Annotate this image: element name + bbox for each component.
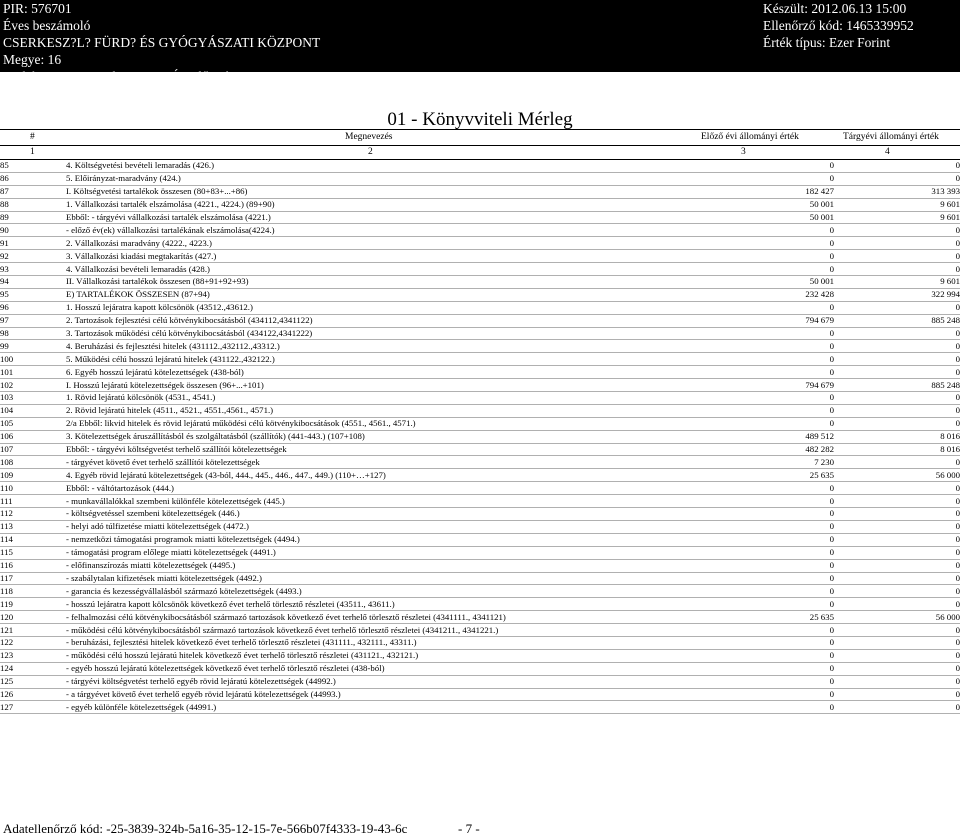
branch-sector-period: Szakág: 932900 Szektor: 1251 Év/Időszak: 2011.2 [3,69,277,84]
current-year-value: 56 000 [834,469,960,482]
current-year-value: 0 [834,301,960,314]
value-type: Érték típus: Ezer Forint [763,35,891,50]
row-number: 96 [0,301,66,314]
table-row [0,624,960,637]
organization-name: CSERKESZ?L? FÜRD? ÉS GYÓGYÁSZATI KÖZPONT [3,35,321,50]
row-description: - helyi adó túlfizetése miatti kötelezettségek (4472.) [66,520,708,533]
current-year-value: 0 [834,701,960,714]
current-year-value: 0 [834,546,960,559]
current-year-value: 0 [834,649,960,662]
row-number: 90 [0,224,66,237]
row-number: 92 [0,250,66,263]
row-number: 122 [0,636,66,649]
previous-year-value: 0 [708,327,834,340]
table-row [0,546,960,559]
pir-label: PIR: 576701 [3,1,72,16]
previous-year-value: 0 [708,353,834,366]
current-year-value: 0 [834,263,960,276]
table-row [0,598,960,611]
page-footer [0,822,960,836]
row-description: 2/a Ebből: likvid hitelek és rövid lejáratú működési célú kötvénykibocsátások (4551., 4561., 4571.) [66,417,708,430]
previous-year-value: 0 [708,366,834,379]
previous-year-value: 0 [708,662,834,675]
row-number: 114 [0,533,66,546]
table-row [0,520,960,533]
current-year-value: 0 [834,250,960,263]
previous-year-value: 0 [708,392,834,405]
previous-year-value: 794 679 [708,314,834,327]
previous-year-value: 0 [708,263,834,276]
row-description: - működési célú kötvénykibocsátásból származó tartozások következő évet terhelő törlesztő részletei (4341211., 4341221.) [66,624,708,637]
row-description: 3. Tartozások működési célú kötvénykibocsátásból (434122,4341222) [66,327,708,340]
current-year-value: 9 601 [834,211,960,224]
row-number: 97 [0,314,66,327]
row-number: 107 [0,443,66,456]
row-description: 5. Működési célú hosszú lejáratú hitelek (431122.,432122.) [66,353,708,366]
table-row [0,379,960,392]
row-description: - működési célú hosszú lejáratú hitelek következő évet terhelő törlesztő részletei (431121., 432121.) [66,649,708,662]
previous-year-value: 25 635 [708,469,834,482]
row-description: - hosszú lejáratra kapott kölcsönök következő évet terhelő törlesztő részletei (43511., 43611.) [66,598,708,611]
table-row [0,276,960,289]
row-description: I. Költségvetési tartalékok összesen (80+83+...+86) [66,185,708,198]
current-year-value: 0 [834,327,960,340]
previous-year-value: 0 [708,495,834,508]
current-year-value: 0 [834,585,960,598]
row-description: 2. Tartozások fejlesztési célú kötvénykibocsátásból (434112,4341122) [66,314,708,327]
report-header-left [3,0,320,85]
column-headers [0,130,960,145]
previous-year-value: 0 [708,572,834,585]
table-row [0,636,960,649]
row-number: 127 [0,701,66,714]
row-number: 110 [0,482,66,495]
previous-year-value: 0 [708,301,834,314]
row-description: 4. Költségvetési bevételi lemaradás (426.) [66,160,708,172]
column-index-name: 2 [368,147,373,157]
previous-year-value: 232 428 [708,288,834,301]
previous-year-value: 182 427 [708,185,834,198]
current-year-value: 885 248 [834,314,960,327]
row-number: 123 [0,649,66,662]
row-number: 109 [0,469,66,482]
previous-year-value: 489 512 [708,430,834,443]
row-number: 88 [0,198,66,211]
row-description: - egyéb hosszú lejáratú kötelezettségek következő évet terhelő törlesztő részletei (438-ból) [66,662,708,675]
table-row [0,211,960,224]
row-description: I. Hosszú lejáratú kötelezettségek összesen (96+...+101) [66,379,708,392]
row-number: 99 [0,340,66,353]
previous-year-value: 50 001 [708,276,834,289]
row-number: 108 [0,456,66,469]
row-description: 3. Vállalkozási kiadási megtakarítás (427.) [66,250,708,263]
current-year-value: 0 [834,598,960,611]
current-year-value: 0 [834,237,960,250]
table-row [0,572,960,585]
row-number: 89 [0,211,66,224]
row-number: 94 [0,276,66,289]
table-row [0,649,960,662]
table-row [0,263,960,276]
previous-year-value: 0 [708,585,834,598]
table-row [0,172,960,185]
row-number: 124 [0,662,66,675]
row-number: 87 [0,185,66,198]
row-description: - a tárgyévet követő évet terhelő egyéb rövid lejáratú kötelezettségek (44993.) [66,688,708,701]
previous-year-value: 0 [708,559,834,572]
row-description: 1. Hosszú lejáratra kapott kölcsönök (43512.,43612.) [66,301,708,314]
current-year-value: 0 [834,662,960,675]
current-year-value: 313 393 [834,185,960,198]
table-row [0,508,960,521]
row-number: 86 [0,172,66,185]
table-row [0,482,960,495]
table-row [0,250,960,263]
previous-year-value: 7 230 [708,456,834,469]
table-row [0,443,960,456]
table-row [0,675,960,688]
row-description: - felhalmozási célú kötvénykibocsátásból származó tartozások következő évet terhelő törlesztő részletei (4341111., 4341121) [66,611,708,624]
previous-year-value: 0 [708,404,834,417]
current-year-value: 0 [834,520,960,533]
previous-year-value: 0 [708,237,834,250]
column-header-curr: Tárgyévi állományi érték [843,132,939,142]
current-year-value: 0 [834,353,960,366]
previous-year-value: 0 [708,546,834,559]
row-number: 121 [0,624,66,637]
current-year-value: 0 [834,559,960,572]
current-year-value: 0 [834,366,960,379]
row-number: 91 [0,237,66,250]
row-description: - egyéb különféle kötelezettségek (44991.) [66,701,708,714]
previous-year-value: 794 679 [708,379,834,392]
current-year-value: 0 [834,495,960,508]
row-number: 102 [0,379,66,392]
table-row [0,469,960,482]
previous-year-value: 0 [708,636,834,649]
row-number: 125 [0,675,66,688]
previous-year-value: 0 [708,482,834,495]
current-year-value: 0 [834,224,960,237]
row-number: 100 [0,353,66,366]
table-row [0,224,960,237]
row-description: 4. Beruházási és fejlesztési hitelek (431112.,432112.,43312.) [66,340,708,353]
row-description: - munkavállalókkal szembeni különféle kötelezettségek (445.) [66,495,708,508]
previous-year-value: 0 [708,160,834,172]
table-row [0,237,960,250]
current-year-value: 0 [834,675,960,688]
row-description: 6. Egyéb hosszú lejáratú kötelezettségek (438-ból) [66,366,708,379]
table-row [0,611,960,624]
current-year-value: 8 016 [834,430,960,443]
current-year-value: 0 [834,533,960,546]
current-year-value: 8 016 [834,443,960,456]
row-number: 126 [0,688,66,701]
row-description: - költségvetéssel szembeni kötelezettségek (446.) [66,508,708,521]
previous-year-value: 0 [708,224,834,237]
table-row [0,340,960,353]
table-row [0,417,960,430]
previous-year-value: 50 001 [708,198,834,211]
table-row [0,198,960,211]
row-description: 1. Rövid lejáratú kölcsönök (4531., 4541.) [66,392,708,405]
current-year-value: 9 601 [834,198,960,211]
table-row [0,404,960,417]
row-description: - tárgyévet követő évet terhelő szállítói kötelezettségek [66,456,708,469]
table-row [0,495,960,508]
row-number: 118 [0,585,66,598]
county-label: Megye: 16 [3,52,62,67]
current-year-value: 0 [834,636,960,649]
previous-year-value: 0 [708,675,834,688]
row-description: 4. Vállalkozási bevételi lemaradás (428.) [66,263,708,276]
current-year-value: 0 [834,624,960,637]
previous-year-value: 0 [708,520,834,533]
previous-year-value: 0 [708,701,834,714]
table-row [0,327,960,340]
previous-year-value: 0 [708,624,834,637]
previous-year-value: 482 282 [708,443,834,456]
row-description: 5. Előirányzat-maradvány (424.) [66,172,708,185]
report-type: Éves beszámoló [3,18,91,33]
table-row [0,533,960,546]
row-description: 2. Vállalkozási maradvány (4222., 4223.) [66,237,708,250]
column-index-num: 1 [30,147,35,157]
page-title: 01 - Könyvviteli Mérleg [387,109,573,130]
row-description: - tárgyévi költségvetést terhelő egyéb rövid lejáratú kötelezettségek (44992.) [66,675,708,688]
report-header [0,0,960,84]
created-date: Készült: 2012.06.13 15:00 [763,1,907,16]
previous-year-value: 0 [708,508,834,521]
column-index-row [0,145,960,160]
row-number: 106 [0,430,66,443]
row-description: 4. Egyéb rövid lejáratú kötelezettségek (43-ból, 444., 445., 446., 447., 449.) (110+…+127) [66,469,708,482]
previous-year-value: 0 [708,533,834,546]
column-header-num: # [30,132,35,142]
data-check-code: Adatellenőrző kód: -25-3839-324b-5a16-35-12-15-7e-566b07f4333-19-43-6c [3,821,408,836]
balance-sheet-rows [0,160,960,714]
current-year-value: 0 [834,172,960,185]
column-header-name: Megnevezés [345,132,393,142]
current-year-value: 56 000 [834,611,960,624]
row-description: E) TARTALÉKOK ÖSSZESEN (87+94) [66,288,708,301]
check-code: Ellenőrző kód: 1465339952 [763,18,914,33]
previous-year-value: 0 [708,649,834,662]
page-number: - 7 - [458,821,480,836]
row-number: 117 [0,572,66,585]
row-number: 119 [0,598,66,611]
row-description: Ebből: - tárgyévi vállalkozási tartalék elszámolása (4221.) [66,211,708,224]
current-year-value: 0 [834,482,960,495]
table-row [0,430,960,443]
row-number: 101 [0,366,66,379]
current-year-value: 0 [834,688,960,701]
previous-year-value: 0 [708,172,834,185]
current-year-value: 322 994 [834,288,960,301]
report-header-right [763,0,914,51]
row-number: 120 [0,611,66,624]
row-description: 3. Kötelezettségek áruszállításból és szolgáltatásból (szállítók) (441-443.) (107+108) [66,430,708,443]
table-row [0,662,960,675]
current-year-value: 885 248 [834,379,960,392]
row-description: II. Vállalkozási tartalékok összesen (88+91+92+93) [66,276,708,289]
row-number: 104 [0,404,66,417]
previous-year-value: 0 [708,417,834,430]
row-description: - garancia és kezességvállalásból származó kötelezettségek (4493.) [66,585,708,598]
table-row [0,688,960,701]
current-year-value: 0 [834,160,960,172]
table-row [0,288,960,301]
previous-year-value: 0 [708,340,834,353]
row-description: - szabálytalan kifizetések miatti kötelezettségek (4492.) [66,572,708,585]
row-description: 2. Rövid lejáratú hitelek (4511., 4521., 4551.,4561., 4571.) [66,404,708,417]
previous-year-value: 0 [708,250,834,263]
row-description: - előfinanszírozás miatti kötelezettségek (4495.) [66,559,708,572]
current-year-value: 0 [834,392,960,405]
row-number: 93 [0,263,66,276]
table-row [0,185,960,198]
balance-sheet-table [0,160,960,714]
table-row [0,366,960,379]
previous-year-value: 0 [708,598,834,611]
current-year-value: 0 [834,456,960,469]
row-description: Ebből: - tárgyévi költségvetést terhelő szállítói kötelezettségek [66,443,708,456]
current-year-value: 0 [834,417,960,430]
previous-year-value: 50 001 [708,211,834,224]
row-number: 116 [0,559,66,572]
row-number: 112 [0,508,66,521]
table-row [0,585,960,598]
table-row [0,314,960,327]
row-number: 115 [0,546,66,559]
row-description: - előző év(ek) vállalkozási tartalékának elszámolása(4224.) [66,224,708,237]
column-index-curr: 4 [885,147,890,157]
previous-year-value: 25 635 [708,611,834,624]
table-row [0,353,960,366]
table-row [0,559,960,572]
row-number: 113 [0,520,66,533]
current-year-value: 0 [834,340,960,353]
column-header-prev: Előző évi állományi érték [701,132,799,142]
current-year-value: 0 [834,508,960,521]
row-description: - nemzetközi támogatási programok miatti kötelezettségek (4494.) [66,533,708,546]
row-number: 98 [0,327,66,340]
row-description: - beruházási, fejlesztési hitelek következő évet terhelő törlesztő részletei (431111., 432111., 43311.) [66,636,708,649]
table-row [0,301,960,314]
table-row [0,160,960,172]
current-year-value: 0 [834,404,960,417]
column-index-prev: 3 [741,147,746,157]
table-row [0,456,960,469]
table-row [0,392,960,405]
row-number: 105 [0,417,66,430]
row-description: - támogatási program előlege miatti kötelezettségek (4491.) [66,546,708,559]
current-year-value: 0 [834,572,960,585]
row-number: 111 [0,495,66,508]
row-number: 85 [0,160,66,172]
row-number: 95 [0,288,66,301]
row-description: Ebből: - váltótartozások (444.) [66,482,708,495]
row-description: 1. Vállalkozási tartalék elszámolása (4221., 4224.) (89+90) [66,198,708,211]
table-row [0,701,960,714]
row-number: 103 [0,392,66,405]
previous-year-value: 0 [708,688,834,701]
current-year-value: 9 601 [834,276,960,289]
